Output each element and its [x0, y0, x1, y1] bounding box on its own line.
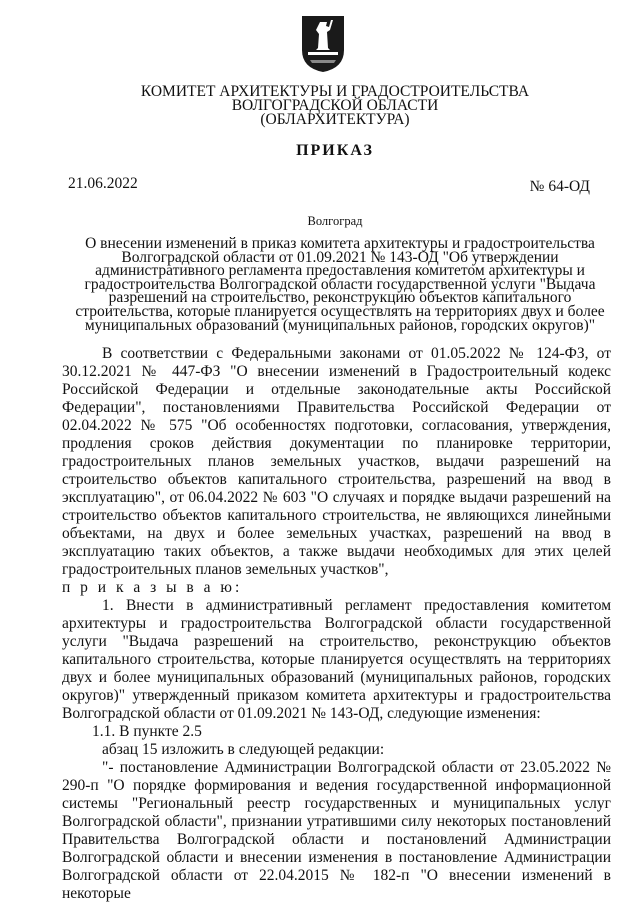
item-1-1-text: абзац 15 изложить в следующей редакции: [102, 741, 385, 758]
volgograd-coat-of-arms-icon [300, 14, 346, 74]
document-body [62, 345, 611, 903]
item-1-paragraph: 1. Внести в административный регламент предоставления комитетом архитектуры и градостроительства Волгоградской области государственной услуги "Выдача разрешений на строительство, реконструкцию объектов капитального строительства, которые планируется осуществлять на территориях двух и более муниципальных образований (муниципальных районов, городских округов)" утвержденный приказом комитета архитектуры и градостроительства Волгоградской области от 01.09.2021 № 143-ОД, следующие изменения: [62, 597, 611, 722]
item-1-1-heading: 1.1. В пункте 2.5 [92, 723, 202, 740]
order-subject: О внесении изменений в приказ комитета архитектуры и градостроительства Волгоградской области от 01.09.2021 № 143-ОД "Об утверждении административного регламента предоставления комитетом архитектуры и градостроительства Волгоградской области государственной услуги "Выдача разрешений на строительство, реконструкцию объектов капитального строительства, которые планируется осуществлять на территориях двух и более муниципальных образований (муниципальных районов, городских округов)" [75, 235, 605, 334]
preamble-paragraph: В соответствии с Федеральными законами от 01.05.2022 № 124-ФЗ, от 30.12.2021 № 447-ФЗ "О внесении изменений в Градостроительный кодекс Российской Федерации и отдельные законодательные акты Российской Федерации", постановлениями Правительства Российской Федерации от 02.04.2022 № 575 "Об особенностях подготовки, согласования, утверждения, продления сроков действия документации по планировке территории, градостроительных планов земельных участков, выдачи разрешений на строительство объектов капитального строительства, разрешений на ввод в эксплуатацию", от 06.04.2022 № 603 "О случаях и порядке выдачи разрешений на строительство объектов капитального строительства, не являющихся линейными объектами, на двух и более земельных участках, разрешений на ввод в эксплуатацию таких объектов, а также выдачи необходимых для этих целей градостроительных планов земельных участков", [62, 345, 611, 578]
org-name-line3: (ОБЛАРХИТЕКТУРА) [260, 111, 410, 128]
city-name: Волгоград [307, 214, 363, 228]
decree-line: п р и к а з ы в а ю: [62, 579, 243, 596]
org-name-line2: ВОЛГОГРАДСКОЙ ОБЛАСТИ [231, 97, 439, 114]
organization-header [40, 85, 630, 127]
quoted-paragraph: "- постановление Администрации Волгоградской области от 23.05.2022 № 290-п "О порядке формирования и ведения государственной информационной системы "Региональный реестр государственных и муниципальных услуг Волгоградской области", признании утратившими силу некоторых постановлений Правительства Волгоградской области и постановлений Администрации Волгоградской области и внесении изменения в постановление Администрации Волгоградской области от 22.04.2015 № 182-п "О внесении изменений в некоторые [62, 759, 611, 902]
document-date: 21.06.2022 [68, 175, 138, 192]
document-number: № 64-ОД [529, 178, 590, 195]
org-name-line1: КОМИТЕТ АРХИТЕКТУРЫ И ГРАДОСТРОИТЕЛЬСТВА [140, 83, 530, 100]
order-title: ПРИКАЗ [296, 142, 374, 159]
